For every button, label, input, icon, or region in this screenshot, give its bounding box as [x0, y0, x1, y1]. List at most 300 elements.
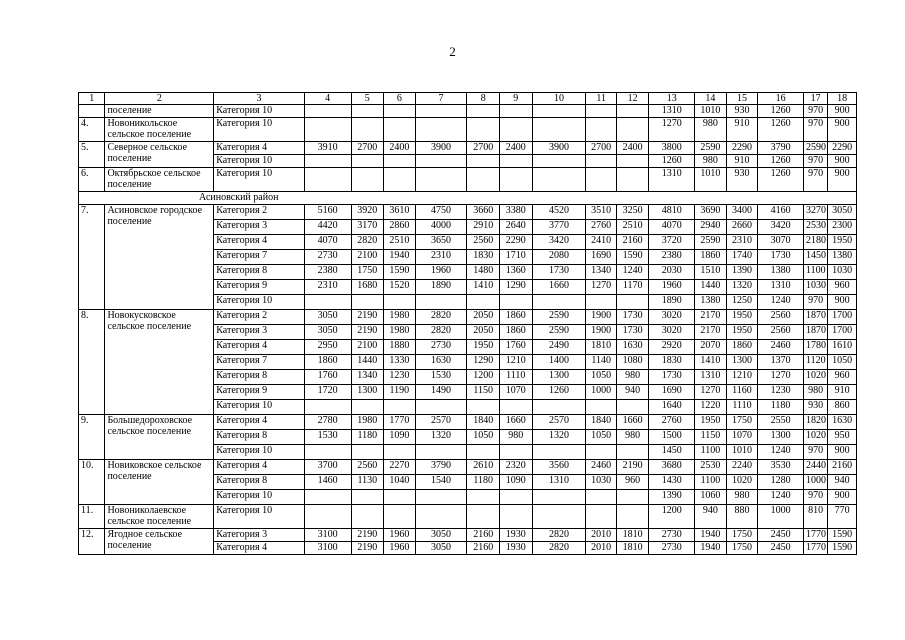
value-cell: 2290	[828, 142, 857, 155]
value-cell: 2760	[586, 220, 617, 235]
value-cell	[467, 505, 500, 529]
value-cell: 2570	[415, 415, 467, 430]
value-cell: 950	[828, 430, 857, 445]
value-cell	[384, 155, 416, 168]
value-cell: 2820	[415, 325, 467, 340]
value-cell: 2160	[467, 542, 500, 555]
value-cell: 940	[695, 505, 727, 529]
value-cell: 1540	[415, 475, 467, 490]
value-cell: 2400	[384, 142, 416, 155]
category-cell: Категория 3	[214, 529, 305, 542]
value-cell: 1810	[616, 542, 649, 555]
value-cell: 2170	[695, 325, 727, 340]
value-cell: 1150	[467, 385, 500, 400]
value-cell: 1960	[649, 280, 695, 295]
value-cell: 1640	[649, 400, 695, 415]
value-cell: 1980	[351, 415, 384, 430]
table-row	[79, 529, 857, 542]
value-cell: 2190	[351, 325, 384, 340]
value-cell: 2380	[649, 250, 695, 265]
column-number: 12	[616, 93, 649, 105]
value-cell	[499, 400, 532, 415]
value-cell: 1050	[828, 355, 857, 370]
value-cell: 4810	[649, 205, 695, 220]
value-cell: 1770	[803, 529, 827, 542]
category-cell: Категория 4	[214, 415, 305, 430]
value-cell	[351, 105, 384, 118]
table-row	[79, 505, 857, 529]
value-cell: 1240	[758, 445, 804, 460]
value-cell: 1090	[499, 475, 532, 490]
value-cell: 1950	[828, 235, 857, 250]
value-cell	[532, 400, 586, 415]
value-cell: 3790	[758, 142, 804, 155]
value-cell: 1750	[351, 265, 384, 280]
value-cell: 1750	[726, 529, 758, 542]
district-row	[79, 192, 857, 205]
value-cell	[415, 105, 467, 118]
value-cell	[304, 295, 351, 310]
value-cell	[532, 445, 586, 460]
value-cell: 2490	[532, 340, 586, 355]
value-cell: 1760	[304, 370, 351, 385]
value-cell: 1330	[384, 355, 416, 370]
value-cell	[351, 168, 384, 192]
value-cell: 4420	[304, 220, 351, 235]
value-cell: 980	[803, 385, 827, 400]
category-cell: Категория 4	[214, 142, 305, 155]
value-cell: 2780	[304, 415, 351, 430]
category-cell: Категория 7	[214, 355, 305, 370]
value-cell: 1200	[467, 370, 500, 385]
settlement-name: Северное сельское поселение	[105, 142, 214, 168]
value-cell: 1520	[384, 280, 416, 295]
value-cell: 3700	[304, 460, 351, 475]
value-cell	[532, 168, 586, 192]
value-cell	[415, 168, 467, 192]
value-cell	[384, 105, 416, 118]
category-cell: Категория 10	[214, 400, 305, 415]
value-cell: 1730	[616, 325, 649, 340]
value-cell	[532, 155, 586, 168]
value-cell: 1070	[499, 385, 532, 400]
value-cell: 1260	[758, 105, 804, 118]
value-cell: 2730	[649, 542, 695, 555]
value-cell: 900	[828, 295, 857, 310]
value-cell: 1680	[351, 280, 384, 295]
category-cell: Категория 10	[214, 105, 305, 118]
value-cell: 1770	[384, 415, 416, 430]
page-number: 2	[449, 44, 456, 59]
value-cell: 1870	[803, 325, 827, 340]
value-cell: 2300	[828, 220, 857, 235]
value-cell: 1310	[649, 105, 695, 118]
value-cell	[415, 400, 467, 415]
value-cell: 930	[803, 400, 827, 415]
settlement-number: 9.	[79, 415, 105, 460]
value-cell: 1100	[695, 475, 727, 490]
table-row	[79, 415, 857, 430]
value-cell: 1200	[649, 505, 695, 529]
value-cell: 1140	[586, 355, 617, 370]
value-cell: 1270	[586, 280, 617, 295]
value-cell: 1050	[586, 370, 617, 385]
value-cell: 1830	[467, 250, 500, 265]
value-cell: 2380	[304, 265, 351, 280]
value-cell: 3900	[532, 142, 586, 155]
value-cell: 3020	[649, 310, 695, 325]
value-cell	[304, 168, 351, 192]
value-cell: 3400	[726, 205, 758, 220]
value-cell: 1260	[649, 155, 695, 168]
value-cell: 1590	[384, 265, 416, 280]
value-cell: 2180	[803, 235, 827, 250]
value-cell: 2660	[726, 220, 758, 235]
value-cell: 1690	[649, 385, 695, 400]
value-cell: 1950	[467, 340, 500, 355]
table-body-top	[79, 93, 857, 192]
value-cell: 2730	[649, 529, 695, 542]
value-cell: 1320	[415, 430, 467, 445]
value-cell: 2940	[695, 220, 727, 235]
value-cell	[415, 118, 467, 142]
value-cell: 2560	[758, 310, 804, 325]
value-cell	[616, 155, 649, 168]
value-cell	[384, 168, 416, 192]
value-cell: 900	[828, 155, 857, 168]
district-heading: Асиновский район	[79, 192, 857, 205]
value-cell: 1810	[586, 340, 617, 355]
value-cell: 2700	[351, 142, 384, 155]
value-cell: 1320	[532, 430, 586, 445]
value-cell: 3050	[828, 205, 857, 220]
value-cell: 2310	[415, 250, 467, 265]
value-cell: 3510	[586, 205, 617, 220]
value-cell	[499, 490, 532, 505]
category-cell: Категория 4	[214, 542, 305, 555]
value-cell: 1750	[726, 415, 758, 430]
value-cell: 3170	[351, 220, 384, 235]
value-cell: 980	[616, 370, 649, 385]
value-cell: 1460	[304, 475, 351, 490]
value-cell: 2100	[351, 250, 384, 265]
value-cell: 1830	[649, 355, 695, 370]
value-cell	[499, 505, 532, 529]
value-cell: 1310	[532, 475, 586, 490]
value-cell: 930	[726, 105, 758, 118]
category-cell: Категория 10	[214, 168, 305, 192]
value-cell: 970	[803, 155, 827, 168]
value-cell: 2610	[467, 460, 500, 475]
value-cell: 1320	[726, 280, 758, 295]
value-cell: 1860	[499, 310, 532, 325]
value-cell: 980	[616, 430, 649, 445]
value-cell: 2190	[351, 529, 384, 542]
value-cell: 1280	[758, 475, 804, 490]
value-cell: 4160	[758, 205, 804, 220]
value-cell: 900	[828, 445, 857, 460]
value-cell: 1340	[351, 370, 384, 385]
value-cell: 2190	[351, 542, 384, 555]
value-cell: 900	[828, 118, 857, 142]
value-cell: 1630	[828, 415, 857, 430]
value-cell: 1480	[467, 265, 500, 280]
value-cell: 1040	[384, 475, 416, 490]
value-cell: 1390	[649, 490, 695, 505]
value-cell: 1010	[726, 445, 758, 460]
value-cell	[304, 445, 351, 460]
settlement-number: 8.	[79, 310, 105, 415]
category-cell: Категория 4	[214, 460, 305, 475]
value-cell: 2590	[803, 142, 827, 155]
value-cell: 910	[726, 155, 758, 168]
value-cell: 1700	[828, 325, 857, 340]
value-cell	[304, 505, 351, 529]
value-cell: 1300	[758, 430, 804, 445]
value-cell	[384, 295, 416, 310]
table-row	[79, 310, 857, 325]
value-cell: 1630	[616, 340, 649, 355]
settlement-number: 11.	[79, 505, 105, 529]
value-cell: 960	[616, 475, 649, 490]
value-cell: 3270	[803, 205, 827, 220]
value-cell: 1590	[616, 250, 649, 265]
value-cell: 4750	[415, 205, 467, 220]
value-cell: 1310	[758, 280, 804, 295]
value-cell	[499, 105, 532, 118]
value-cell	[384, 490, 416, 505]
value-cell	[532, 295, 586, 310]
value-cell: 2010	[586, 542, 617, 555]
value-cell: 2290	[499, 235, 532, 250]
value-cell: 1300	[532, 370, 586, 385]
value-cell: 810	[803, 505, 827, 529]
value-cell: 1180	[351, 430, 384, 445]
value-cell: 1050	[586, 430, 617, 445]
value-cell: 2400	[499, 142, 532, 155]
value-cell: 1530	[415, 370, 467, 385]
table-row	[79, 460, 857, 475]
settlement-number: 7.	[79, 205, 105, 310]
value-cell: 1930	[499, 542, 532, 555]
value-cell: 960	[828, 280, 857, 295]
value-cell	[384, 118, 416, 142]
value-cell: 2440	[803, 460, 827, 475]
category-cell: Категория 10	[214, 445, 305, 460]
value-cell: 1340	[586, 265, 617, 280]
value-cell	[586, 490, 617, 505]
value-cell	[304, 155, 351, 168]
value-cell: 2190	[351, 310, 384, 325]
value-cell: 2510	[384, 235, 416, 250]
value-cell: 2160	[616, 235, 649, 250]
value-cell: 1840	[467, 415, 500, 430]
settlement-name: Новиковское сельское поселение	[105, 460, 214, 505]
value-cell: 1410	[467, 280, 500, 295]
value-cell: 1630	[415, 355, 467, 370]
category-cell: Категория 2	[214, 310, 305, 325]
value-cell: 3420	[532, 235, 586, 250]
district-section	[79, 192, 857, 205]
value-cell: 3050	[304, 325, 351, 340]
value-cell: 1150	[695, 430, 727, 445]
value-cell: 3680	[649, 460, 695, 475]
value-cell: 1260	[758, 155, 804, 168]
value-cell	[586, 118, 617, 142]
value-cell: 2080	[532, 250, 586, 265]
category-cell: Категория 4	[214, 235, 305, 250]
category-cell: Категория 7	[214, 250, 305, 265]
value-cell: 1000	[586, 385, 617, 400]
value-cell: 2920	[649, 340, 695, 355]
value-cell	[616, 295, 649, 310]
value-cell: 1840	[586, 415, 617, 430]
value-cell: 2820	[415, 310, 467, 325]
value-cell	[467, 400, 500, 415]
value-cell: 1450	[803, 250, 827, 265]
value-cell	[467, 168, 500, 192]
value-cell: 2560	[467, 235, 500, 250]
value-cell: 2570	[532, 415, 586, 430]
value-cell	[616, 168, 649, 192]
value-cell: 1490	[415, 385, 467, 400]
value-cell: 2460	[586, 460, 617, 475]
column-number: 18	[828, 93, 857, 105]
settlement-name: Октябрьское сельское поселение	[105, 168, 214, 192]
value-cell: 900	[828, 105, 857, 118]
value-cell	[532, 105, 586, 118]
value-cell: 970	[803, 490, 827, 505]
value-cell: 1860	[726, 340, 758, 355]
value-cell: 1740	[726, 250, 758, 265]
value-cell: 2820	[532, 542, 586, 555]
value-cell: 2270	[384, 460, 416, 475]
value-cell: 1100	[695, 445, 727, 460]
settlement-name: Большедороховское сельское поселение	[105, 415, 214, 460]
value-cell: 2190	[616, 460, 649, 475]
value-cell: 910	[828, 385, 857, 400]
value-cell: 1710	[499, 250, 532, 265]
value-cell: 1430	[649, 475, 695, 490]
value-cell: 2820	[351, 235, 384, 250]
value-cell: 2700	[467, 142, 500, 155]
value-cell: 1210	[726, 370, 758, 385]
value-cell: 3070	[758, 235, 804, 250]
category-cell: Категория 9	[214, 385, 305, 400]
category-cell: Категория 3	[214, 220, 305, 235]
value-cell: 2460	[758, 340, 804, 355]
value-cell	[467, 118, 500, 142]
value-cell: 1370	[758, 355, 804, 370]
value-cell: 1020	[803, 370, 827, 385]
value-cell	[532, 505, 586, 529]
value-cell: 1660	[499, 415, 532, 430]
value-cell: 1080	[616, 355, 649, 370]
value-cell	[532, 490, 586, 505]
value-cell: 1500	[649, 430, 695, 445]
value-cell: 1950	[726, 310, 758, 325]
value-cell: 3100	[304, 542, 351, 555]
value-cell: 1300	[726, 355, 758, 370]
value-cell: 1310	[649, 168, 695, 192]
value-cell: 3610	[384, 205, 416, 220]
value-cell: 1310	[695, 370, 727, 385]
value-cell: 1240	[616, 265, 649, 280]
value-cell: 1450	[649, 445, 695, 460]
category-cell: Категория 3	[214, 325, 305, 340]
value-cell: 2590	[532, 310, 586, 325]
category-cell: Категория 8	[214, 430, 305, 445]
value-cell: 2950	[304, 340, 351, 355]
value-cell: 1750	[726, 542, 758, 555]
value-cell: 3690	[695, 205, 727, 220]
value-cell: 970	[803, 445, 827, 460]
value-cell: 1240	[758, 295, 804, 310]
value-cell	[384, 445, 416, 460]
value-cell	[499, 168, 532, 192]
value-cell: 4070	[304, 235, 351, 250]
value-cell: 1260	[532, 385, 586, 400]
category-cell: Категория 8	[214, 370, 305, 385]
value-cell: 1860	[304, 355, 351, 370]
value-cell: 1210	[499, 355, 532, 370]
value-cell: 1250	[726, 295, 758, 310]
value-cell: 2050	[467, 325, 500, 340]
value-cell: 1410	[695, 355, 727, 370]
value-cell	[467, 445, 500, 460]
value-cell: 4070	[649, 220, 695, 235]
value-cell: 970	[803, 168, 827, 192]
category-cell: Категория 10	[214, 118, 305, 142]
value-cell: 1020	[803, 430, 827, 445]
value-cell: 1770	[803, 542, 827, 555]
value-cell: 1980	[384, 325, 416, 340]
category-cell: Категория 2	[214, 205, 305, 220]
category-cell: Категория 10	[214, 155, 305, 168]
value-cell	[351, 295, 384, 310]
value-cell: 1730	[532, 265, 586, 280]
value-cell: 1760	[499, 340, 532, 355]
value-cell	[467, 490, 500, 505]
value-cell: 2700	[586, 142, 617, 155]
value-cell: 1000	[758, 505, 804, 529]
value-cell: 2450	[758, 529, 804, 542]
value-cell	[415, 445, 467, 460]
value-cell: 3380	[499, 205, 532, 220]
value-cell: 1440	[695, 280, 727, 295]
value-cell: 2450	[758, 542, 804, 555]
value-cell: 1730	[758, 250, 804, 265]
value-cell: 1810	[616, 529, 649, 542]
value-cell: 1860	[695, 250, 727, 265]
value-cell: 1880	[384, 340, 416, 355]
value-cell: 3100	[304, 529, 351, 542]
value-cell: 2590	[532, 325, 586, 340]
value-cell: 980	[695, 155, 727, 168]
value-cell: 5160	[304, 205, 351, 220]
value-cell	[499, 445, 532, 460]
value-cell: 1110	[499, 370, 532, 385]
value-cell: 3020	[649, 325, 695, 340]
value-cell: 2160	[828, 460, 857, 475]
value-cell: 3420	[758, 220, 804, 235]
value-cell: 2860	[384, 220, 416, 235]
value-cell: 1890	[415, 280, 467, 295]
value-cell: 1180	[467, 475, 500, 490]
value-cell: 1940	[695, 542, 727, 555]
table-row	[79, 118, 857, 142]
value-cell	[351, 445, 384, 460]
